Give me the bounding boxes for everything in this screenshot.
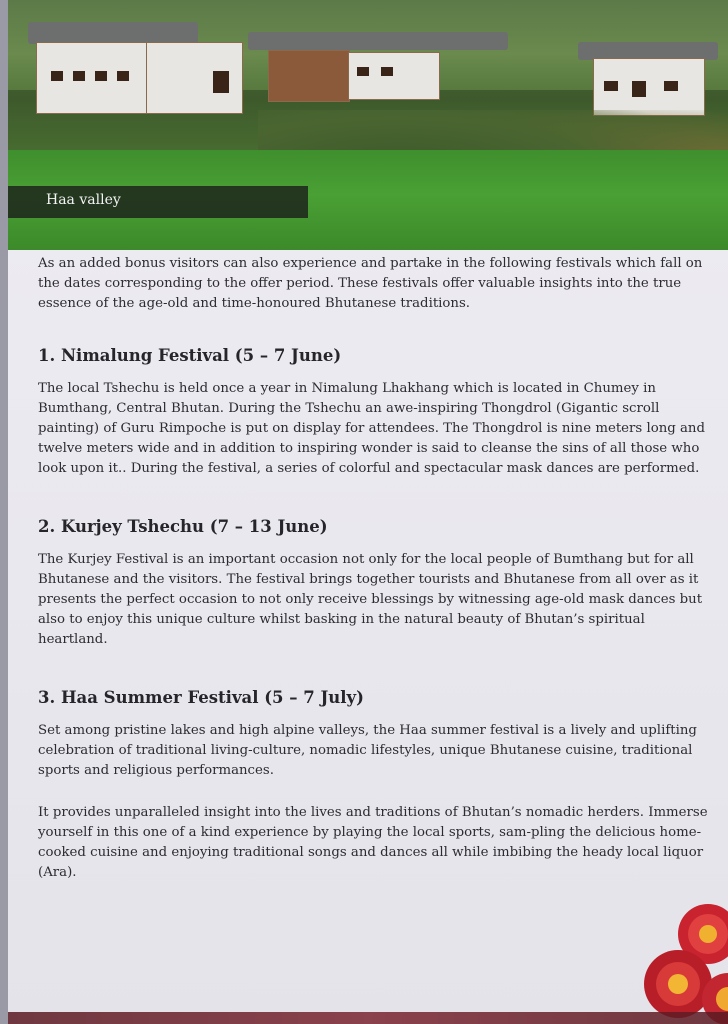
section-title: 1. Nimalung Festival (5 – 7 June) <box>38 346 342 365</box>
photo-caption: Haa valley <box>46 192 121 208</box>
house <box>593 58 705 116</box>
intro-paragraph: As an added bonus visitors can also experience and partake in the following festivals which fall on the dates corresponding to the offer period. These festivals offer valuable insights into the true essence of the age-old and time-honoured Bhutanese traditions. <box>38 256 703 311</box>
section-nimalung <box>38 346 718 479</box>
flower-ornament-icon <box>638 894 728 1024</box>
haa-valley-photo <box>8 0 728 250</box>
section-paragraph: The local Tshechu is held once a year in Nimalung Lhakhang which is located in Chumey in Bumthang, Central Bhutan. During the Tshechu an awe-inspiring Thongdrol (Gigantic scroll painting) of Guru Rimpoche is put on display for attendees. The Thongdrol is nine meters long and twelve meters wide and in addition to inspiring wonder is said to cleanse the sins of all those who look upon it.. During the festival, a series of colorful and spectacular mask dances are performed. <box>38 381 706 476</box>
house <box>348 52 440 100</box>
section-title: 2. Kurjey Tshechu (7 – 13 June) <box>38 517 328 536</box>
bottom-border <box>8 1012 728 1024</box>
section-paragraph: Set among pristine lakes and high alpine valleys, the Haa summer festival is a lively and uplifting celebration of traditional living-culture, nomadic lifestyles, unique Bhutanese cuisine, traditional sports and religious performances. <box>38 723 697 778</box>
section-title: 3. Haa Summer Festival (5 – 7 July) <box>38 688 364 707</box>
section-kurjey <box>38 517 718 650</box>
house <box>146 42 243 114</box>
house-roof <box>248 32 508 50</box>
house <box>36 42 148 114</box>
house-roof <box>28 22 198 44</box>
brochure-page <box>8 0 728 1024</box>
section-haa-summer <box>38 688 718 883</box>
house <box>268 50 350 102</box>
article-body <box>38 240 718 883</box>
section-paragraph: It provides unparalleled insight into the lives and traditions of Bhutan’s nomadic herders. Immerse yourself in this one of a kind experience by playing the local sports, sam-pling the delicious home-cooked cuisine and enjoying traditional songs and dances all while imbibing the heady local liquor (Ara). <box>38 805 708 880</box>
section-paragraph: The Kurjey Festival is an important occasion not only for the local people of Bumthang but for all Bhutanese and the visitors. The festival brings together tourists and Bhutanese from all over as it presents the perfect occasion to not only receive blessings by witnessing age-old mask dances but also to enjoy this unique culture whilst basking in the natural beauty of Bhutan’s spiritual heartland. <box>38 552 703 647</box>
